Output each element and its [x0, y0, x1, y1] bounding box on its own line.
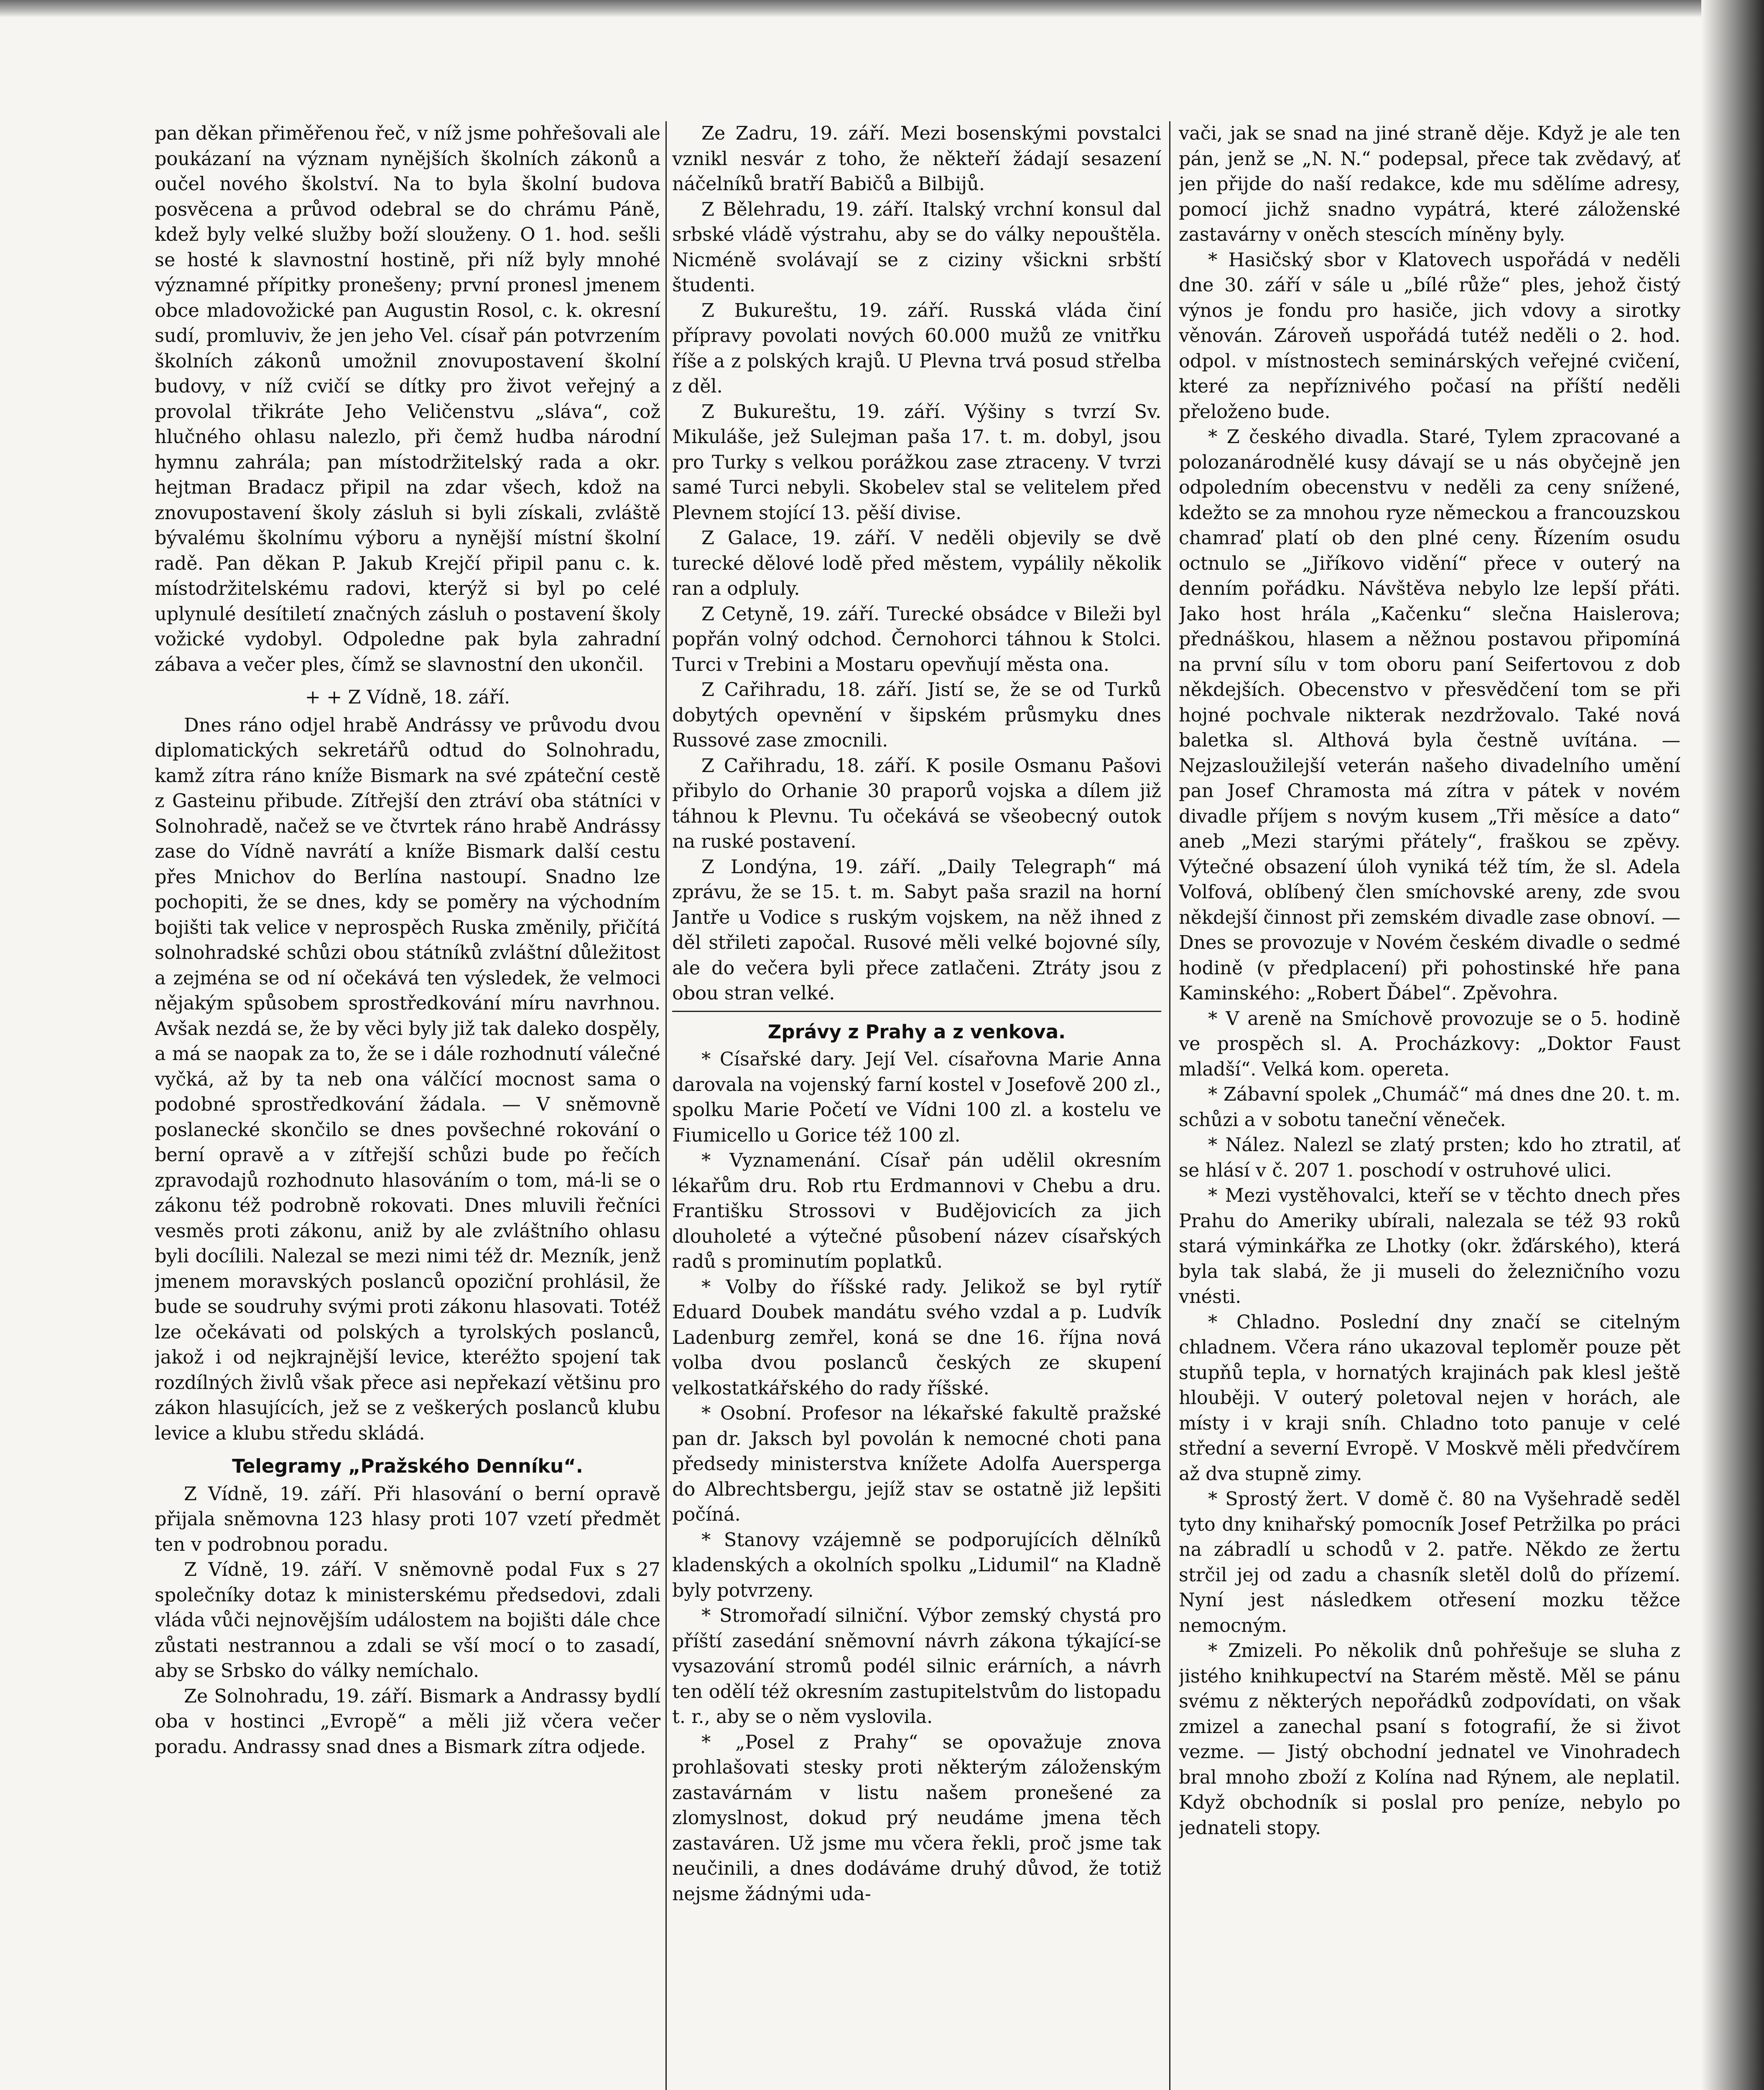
news-item: * Chladno. Poslední dny značí se citelným chladnem. Včera ráno ukazoval teploměr pouze pět stupňů tepla, v hornatých krajinách pak klesl ještě hlouběji. V outerý poletoval nejen v horách, ale místy i v kraji sníh. Chladno toto panuje v celé střední a severní Evropě. V Moskvě měli předvčírem až dva stupně zimy. — [1179, 1311, 1680, 1485]
telegram-item: Z Cařihradu, 18. září. Jistí se, že se od Turků dobytých opevnění v šipském průsmyku dnes Russové zase zmocnili. — [672, 679, 1161, 751]
news-item: * Stanovy vzájemně se podporujících dělníků kladenských a okolních spolku „Lidumil“ na Kladně byly potvrzeny. — [672, 1529, 1161, 1601]
telegrams-heading: Telegramy „Pražského Denníku“. — [232, 1455, 583, 1477]
news-item: * Vyznamenání. Císař pán udělil okresním lékařům dru. Rob rtu Erdmannovi v Chebu a dru. Františku Strossovi v Budějovicích za jich dlouholeté a výtečné působení název císařských radů s prominutím poplatků. — [672, 1150, 1161, 1272]
news-item: * Sprostý žert. V domě č. 80 na Vyšehradě seděl tyto dny knihařský pomocník Josef Petržilka po práci na zábradlí u schodů v 2. patře. Někdo ze žertu strčil jej od zadu a chasník sletěl dolů do přízemí. Nyní jest následkem otřesení mozku těžce nemocným. — [1179, 1488, 1680, 1636]
telegram-item: Z Vídně, 19. září. V sněmovně podal Fux s 27 společníky dotaz k ministerskému předsedovi, zdali vláda vůči nejnovějším událostem na bojišti dále chce zůstati nestrannou a zdali se vší mocí o to zasadí, aby se Srbsko do války nemíchalo. — [155, 1559, 660, 1682]
scan-edge-top — [0, 0, 1764, 18]
news-item: * Osobní. Profesor na lékařské fakultě pražské pan dr. Jaksch byl povolán k nemocné choti pana předsedy ministerstva knížete Adolfa Auersperga do Albrechtsbergu, jejíž stav se ostatně již lepšiti počíná. — [672, 1403, 1161, 1525]
column-3 — [1179, 121, 1680, 2090]
telegram-item: Z Cařihradu, 18. září. K posile Osmanu Pašovi přibylo do Orhanie 30 praporů vojska a dílem již táhnou k Plevnu. Tu očekává se všeobecný outok na ruské postavení. — [672, 755, 1161, 852]
telegram-item: Z Bukureštu, 19. září. Výšiny s tvrzí Sv. Mikuláše, jež Sulejman paša 17. t. m. dobyl, jsou pro Turky s velkou porážkou zase ztraceny. V tvrzi samé Turci nebyli. Skobelev stal se velitelem před Plevnem stojící 13. pěší divise. — [672, 401, 1161, 524]
column-2 — [672, 121, 1161, 2090]
telegram-item: Ze Solnohradu, 19. září. Bismark a Andrassy bydlí oba v hostinci „Evropě“ a měli již včera večer poradu. Andrassy snad dnes a Bismark zítra odjede. — [155, 1685, 660, 1758]
column-divider — [665, 121, 667, 2090]
news-item: * Zmizeli. Po několik dnů pohřešuje se sluha z jistého knihkupectví na Starém městě. Měl se pánu svému z některých nepořádků zodpovídati, on však zmizel a zanechal psaní s fotografií, že si život vezme. — Jistý obchodní jednatel ve Vinohradech bral mnoho zboží z Kolína nad Rýnem, ale neplatil. Když obchodník si poslal pro peníze, nebylo po jednateli stopy. — [1179, 1640, 1680, 1839]
column-divider — [1169, 121, 1170, 2090]
news-item: vači, jak se snad na jiné straně děje. Když je ale ten pán, jenž se „N. N.“ podepsal, přece tak zvědavý, ať jen přijde do naší redakce, kde mu sdělíme adresy, pomocí jichž snadno vypátrá, které záloženské zastavárny v oněch stescích míněny byly. — [1179, 123, 1680, 245]
telegram-item: Z Londýna, 19. září. „Daily Telegraph“ má zprávu, že se 15. t. m. Sabyt paša srazil na horní Jantře u Vodice s ruským vojskem, na něž ihned z děl střileti započal. Rusové měli velké bojovné síly, ale do večera byli přece zatlačeni. Ztráty jsou z obou stran velké. — [672, 856, 1161, 1004]
newspaper-page — [155, 121, 1680, 2090]
news-item: * Z českého divadla. Staré, Tylem zpracované a polozanárodnělé kusy dávají se u nás obyčejně jen odpoledním obecenstvu v neděli za ceny snížené, kdežto se za mnohou ryze německou a francouzskou chamraď platí ob den plné ceny. Řízením osudu octnulo se „Jiříkovo vidění“ přece v outerý na denním pořádku. Návštěva nebylo lze lepší přáti. Jako host hrála „Kačenku“ slečna Haislerova; přednáškou, hlasem a něžnou postavou připomíná na první sílu v tom oboru paní Seifertovou z dob někdejších. Obecenstvo v přesvědčení tom se při hojné pochvale nikterak nezdržovalo. Také nová baletka sl. Althová byla čestně uvítána. — Nejzasloužilejší veterán našeho divadelního umění pan Josef Chramosta má zítra v pátek v novém divadle příjem s novým kusem „Tři měsíce a dato“ aneb „Mezi starými přátely“, fraškou se zpěvy. Výtečné obsazení úloh vyniká též tím, že sl. Adela Volfová, oblíbený člen smíchovské areny, zde svou někdejší činnost při zemském divadle zase obnoví. — Dnes se provozuje v Novém českém divadle o sedmé hodině (v předplacení) při pohostinské hře pana Kaminského: „Robert Ďábel“. Zpěvohra. — [1179, 426, 1680, 1004]
article-paragraph: Dnes ráno odjel hrabě Andrássy ve průvodu dvou diplomatických sekretářů odtud do Solnohradu, kamž zítra ráno kníže Bismark na své zpáteční cestě z Gasteinu přibude. Zítřejší den ztráví oba státníci v Solnohradě, načež se ve čtvrtek ráno hrabě Andrássy zase do Vídně navrátí a kníže Bismark další cestu přes Mnichov do Berlína nastoupí. Snadno lze pochopiti, že se dnes, kdy se poměry na východním bojišti tak velice v neprospěch Ruska změnily, přičítá solnohradské schůzi obou státníků zvláštní důležitost a zejména se od ní očekává ten výsledek, že velmoci nějakým spůsobem sprostředkování míru navrhnou. Avšak nezdá se, že by věci byly již tak daleko dospěly, a má se naopak za to, že se i dále rozhodnutí válečné vyčká, až by ta neb ona válčící mocnost sama o podobné sprostředkování žádala. — V sněmovně poslanecké skončilo se dnes povšechné rokování o berní opravě a v zítřejší schůzi bude po řečích zpravodajů rozhodnuto hlasováním o tom, má-li se o zákonu též podrobně rokovati. Dnes mluvili řečníci vesměs proti zákonu, aniž by ale zvláštního ohlasu byli docílili. Nalezal se mezi nimi též dr. Mezník, jenž jmenem moravských poslanců opoziční prohlásil, že bude se soudruhy svými proti zákonu hlasovati. Totéž lze očekávati od polských a tyrolských poslanců, jakož i od nejkrajnější levice, kteréžto spojení tak rozdílných živlů však přece asi nepřekazí většinu pro zákon hlasujících, jež se z veškerých poslanců klubu levice a klubu středu skládá. — [155, 714, 660, 1444]
news-item: * „Posel z Prahy“ se opovažuje znova prohlašovati stesky proti některým záloženským zastavárnám v listu našem pronešené za zlomyslnost, dokud prý neudáme jmena těch zastaváren. Už jsme mu včera řekli, proč jsme tak neučinili, a dnes dodáváme druhý důvod, že totiž nejsme žádnými uda- — [672, 1731, 1161, 1905]
telegram-item: Ze Zadru, 19. září. Mezi bosenskými povstalci vznikl nesvár z toho, že někteří žádají sesazení náčelníků bratří Babičů a Bilbijů. — [672, 123, 1161, 195]
section-heading: Zprávy z Prahy a z venkova. — [767, 1020, 1066, 1043]
telegram-item: Z Bukureštu, 19. září. Russká vláda činí přípravy povolati nových 60.000 mužů ze vnitřku říše a z polských krajů. U Plevna trvá posud střelba z děl. — [672, 300, 1161, 397]
news-item: * Hasičský sbor v Klatovech uspořádá v neděli dne 30. září v sále u „bílé růže“ ples, jehož čistý výnos je fondu pro hasiče, jich vdovy a sirotky věnován. Zároveň uspořádá tutéž neděli o 2. hod. odpol. v místnostech seminárských veřejné cvičení, které za nepříznivého počasí na příští neděli přeloženo bude. — [1179, 249, 1680, 423]
news-item: * Mezi vystěhovalci, kteří se v těchto dnech přes Prahu do Ameriky ubírali, nalezala se též 93 roků stará výminkářka ze Lhotky (okr. žďárského), která byla tak slabá, že ji museli do železničního vozu vnésti. — [1179, 1185, 1680, 1308]
telegram-item: Z Bělehradu, 19. září. Italský vrchní konsul dal srbské vládě výstrahu, aby se do války nepouštěla. Nicméně svolávají se z ciziny všickni srbští študenti. — [672, 199, 1161, 296]
telegram-item: Z Vídně, 19. září. Při hlasování o berní opravě přijala sněmovna 123 hlasy proti 107 vzetí předmět ten v podrobnou poradu. — [155, 1483, 660, 1555]
column-1 — [155, 121, 660, 2090]
telegram-item: Z Galace, 19. září. V neděli objevily se dvě turecké dělové lodě před městem, vypálily několik ran a odpluly. — [672, 528, 1161, 599]
news-item: * V areně na Smíchově provozuje se o 5. hodině ve prospěch sl. A. Procházkovy: „Doktor Faust mladší“. Velká kom. opereta. — [1179, 1008, 1680, 1080]
section-divider — [672, 1011, 1161, 1012]
news-item: * Volby do říšské rady. Jelikož se byl rytíř Eduard Doubek mandátu svého vzdal a p. Ludvík Ladenburg zemřel, koná se dne 16. října nová volba dvou poslanců českých ze skupení velkostatkářského do rady říšské. — [672, 1276, 1161, 1399]
news-item: * Císařské dary. Její Vel. císařovna Marie Anna darovala na vojenský farní kostel v Josefově 200 zl., spolku Marie Početí ve Vídni 100 zl. a kostelu ve Fiumicello u Gorice též 100 zl. — [672, 1049, 1161, 1146]
article-paragraph: pan děkan přiměřenou řeč, v níž jsme pohřešovali ale poukázaní na význam nynějších školních zákonů a oučel nového školství. Na to byla školní budova posvěcena a průvod odebral se do chrámu Páně, kdež byly velké služby boží slouženy. O 1. hod. sešli se hosté k slavnostní hostině, při níž byly mnohé významné přípitky pronešeny; první pronesl jmenem obce mladovožické pan Augustin Rosol, c. k. okresní sudí, promluviv, že jen jeho Vel. císař pán potvrzením školních zákonů umožnil znovupostavení školní budovy, v níž cvičí se dítky pro život veřejný a provolal třikráte Jeho Veličenstvu „sláva“, což hlučného ohlasu nalezlo, při čemž hudba národní hymnu zahrála; pan místodržitelský rada a okr. hejtman Bradacz připil na zdar všech, kdož na znovupostavení školy zásluh si byli získali, zvláště bývalému školnímu výboru a nynější místní školní radě. Pan děkan P. Jakub Krejčí připil panu c. k. místodržitelskému radovi, kterýž si byl po celé uplynulé desítiletí značných zásluh o postavení školy vožické vydobyl. Odpoledne pak byla zahradní zábava a večer ples, čímž se slavnostní den ukončil. — [155, 123, 660, 675]
scan-edge-right — [1701, 0, 1764, 2090]
telegram-item: Z Cetyně, 19. září. Turecké obsádce v Bileži byl popřán volný odchod. Černohorci táhnou k Stolci. Turci v Trebini a Mostaru opevňují města ona. — [672, 603, 1161, 675]
dateline-vienna: + + Z Vídně, 18. září. — [305, 687, 510, 708]
news-item: * Stromořadí silniční. Výbor zemský chystá pro příští zasedání sněmovní návrh zákona týkající-se vysazování stromů podél silnic erárních, a návrh ten odělí též okresním zastupitelstvům do listopadu t. r., aby se o něm vyslovila. — [672, 1605, 1161, 1728]
news-item: * Zábavní spolek „Chumáč“ má dnes dne 20. t. m. schůzi a v sobotu taneční věneček. — [1179, 1084, 1680, 1131]
news-item: * Nález. Nalezl se zlatý prsten; kdo ho ztratil, ať se hlásí v č. 207 1. poschodí v ostruhové ulici. — [1179, 1134, 1680, 1181]
